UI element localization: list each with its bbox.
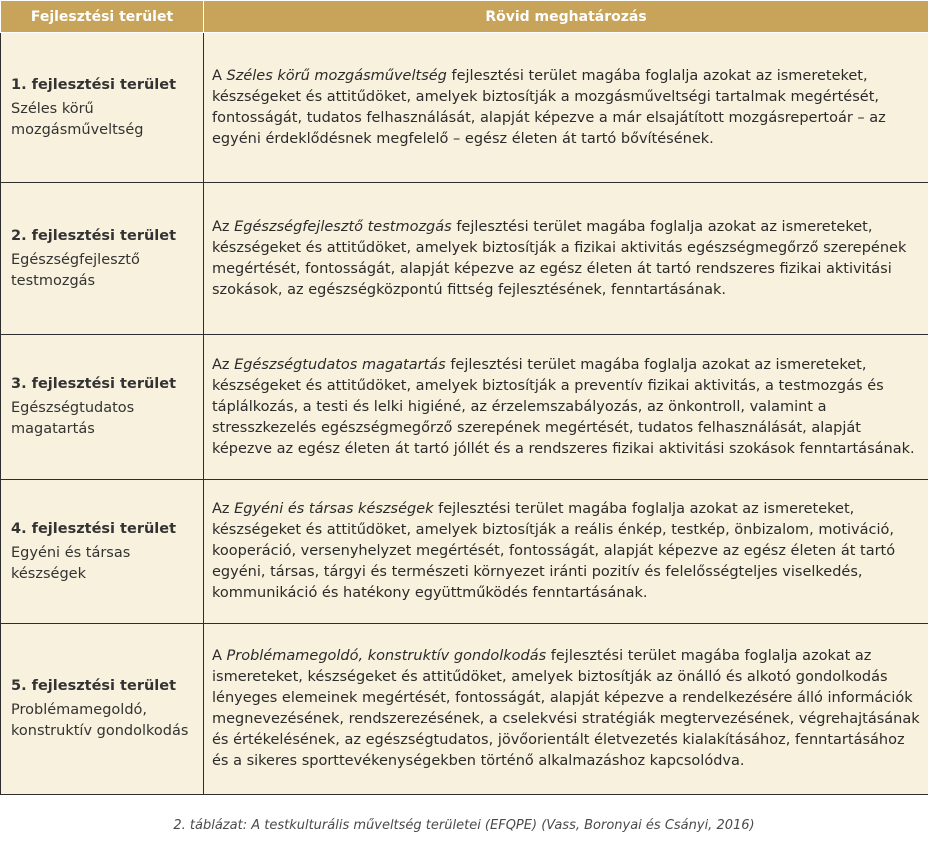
definition-text: A Problémamegoldó, konstruktív gondolkodás fejlesztési terület magába foglalja azokat az ismereteket, készségeket és attitűdöket, amelyek biztosítják az önálló és alkotó gondolkodás lényeges elemeinek megértését, fontosságát, alapját képezve a rendelkezésére álló információk megnevezésének, rendszerezésének, a cselekvési stratégiák megtervezésének, végrehajtásának és értékelésének, az egészségtudatos, jövőorientált életvezetés kialakításához, fenntartásához és a sikeres sporttevékenységekben történő alkalmazáshoz kapcsolódva. [212, 648, 920, 769]
area-number: 5. fejlesztési terület [11, 678, 177, 694]
area-name: Egészségfejlesztő testmozgás [11, 251, 140, 289]
area-cell [1, 335, 204, 480]
area-cell [1, 624, 204, 795]
header-development-area: Fejlesztési terület [1, 1, 204, 33]
definition-cell [204, 480, 928, 624]
area-number: 2. fejlesztési terület [11, 227, 177, 244]
table-row [1, 33, 928, 183]
definition-term: Egyéni és társas készségek [234, 501, 434, 517]
definition-term: Egészségtudatos magatartás [234, 356, 446, 373]
definition-cell [204, 183, 928, 335]
definition-cell [204, 33, 928, 183]
definition-text: A Széles körű mozgásműveltség fejlesztési terület magába foglalja azokat az ismereteket, készségeket és attitűdöket, amelyek biztosítják a mozgásműveltségi tartalmak megértését, fontosságát, tudatos felhasználását, alapját képezve a már elsajátított mozgásrepertoár – az egyéni érdeklődésnek megfelelő – egész életen át tartó bővítésének. [212, 67, 886, 147]
definition-cell [204, 624, 928, 795]
definition-term: Széles körű mozgásműveltség [226, 67, 447, 84]
area-name: Problémamegoldó, konstruktív gondolkodás [11, 702, 189, 739]
area-cell [1, 183, 204, 335]
definition-text: Az Egyéni és társas készségek fejlesztési terület magába foglalja azokat az ismereteket, készségeket és attitűdöket, amelyek biztosítják a reális énkép, testkép, önbizalom, motiváció, kooperáció, versenyhelyzet megértését, fontosságát, alapját képezve az egész életen át tartó egyéni, társas, tárgyi és természeti környezet iránti pozitív és felelősségteljes viselkedés, kommunikáció és hatékony együttműködés fenntartásának. [212, 501, 896, 601]
area-name: Egészségtudatos magatartás [11, 400, 135, 437]
table-caption: 2. táblázat: A testkulturális műveltség területei (EFQPE) (Vass, Boronyai és Csányi, 2016) [173, 818, 755, 833]
table-row [1, 480, 928, 624]
definition-text: Az Egészségtudatos magatartás fejlesztési terület magába foglalja azokat az ismereteket, készségeket és attitűdöket, amelyek biztosítják a preventív fizikai aktivitás, a testmozgás és táplálkozás, a testi és lelki higiéné, az érzelemszabályozás, az önkontroll, valamint a stresszkezelés egészségmegőrző szerepének megértését, tudatos felhasználását, alapját képezve az egész életen át tartó jóllét és a rendszeres fizikai aktivitási szokások fenntartásának. [212, 356, 915, 457]
table-header-row [1, 1, 928, 33]
area-number: 4. fejlesztési terület [11, 520, 177, 537]
definition-text: Az Egészségfejlesztő testmozgás fejlesztési terület magába foglalja azokat az ismereteket, készségeket és attitűdöket, amelyek biztosítják a fizikai aktivitás egészségmegőrző szerepének megértését, fontosságát, alapját képezve az egész életen át tartó rendszeres fizikai aktivitási szokások, az egészségközpontú fittség fejlesztésének, fenntartásának. [212, 218, 907, 298]
area-cell [1, 33, 204, 183]
area-name: Egyéni és társas készségek [11, 544, 131, 582]
definition-cell [204, 335, 928, 480]
table-row [1, 335, 928, 480]
table-row [1, 624, 928, 795]
table-row [1, 183, 928, 335]
definition-term: Problémamegoldó, konstruktív gondolkodás [226, 648, 547, 664]
area-number: 1. fejlesztési terület [11, 76, 177, 93]
definition-term: Egészségfejlesztő testmozgás [234, 218, 452, 235]
header-short-definition: Rövid meghatározás [204, 1, 928, 33]
area-number: 3. fejlesztési terület [11, 376, 177, 392]
area-name: Széles körű mozgásműveltség [11, 100, 144, 138]
area-cell [1, 480, 204, 624]
